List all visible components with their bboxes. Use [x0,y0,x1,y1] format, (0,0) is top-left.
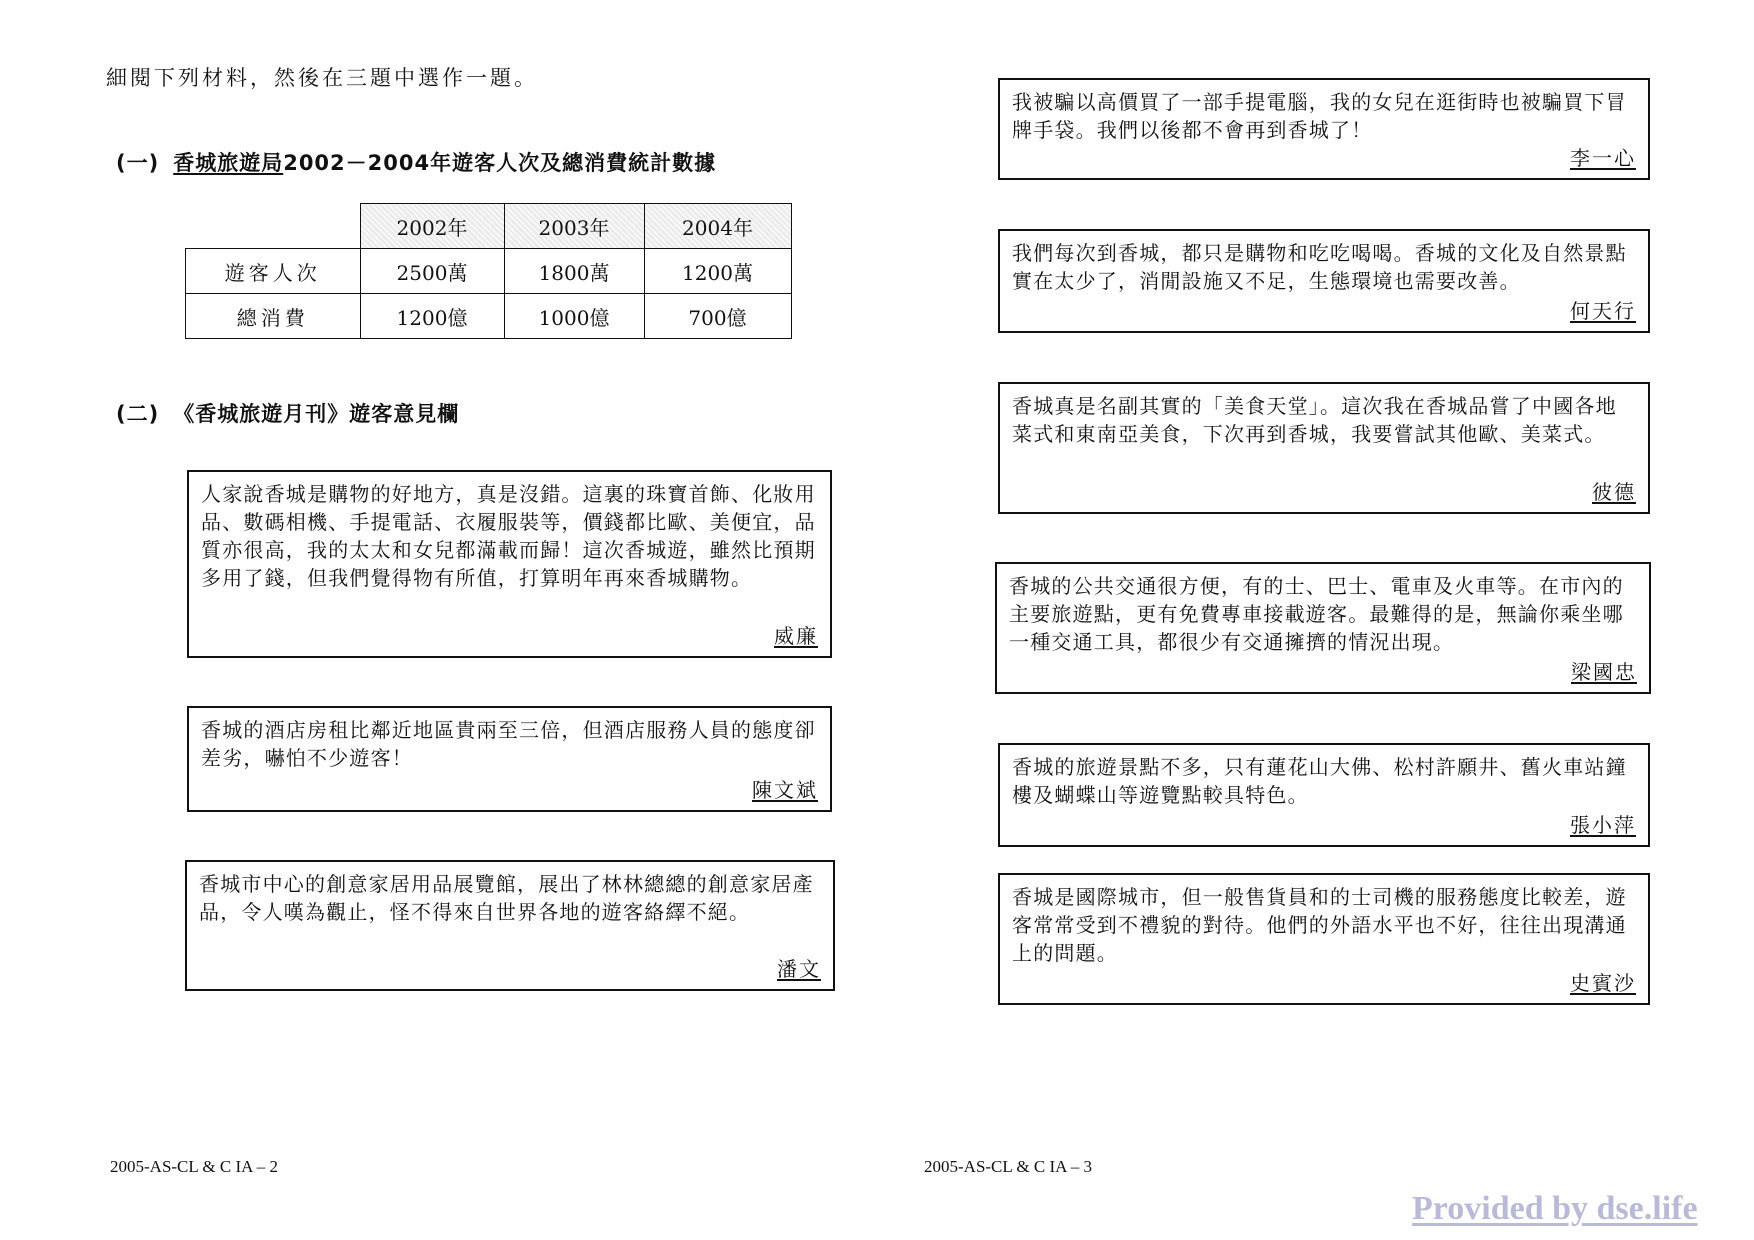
comment-text: 香城的公共交通很方便，有的士、巴士、電車及火車等。在市內的主要旅遊點，更有免費專車接載遊客。最難得的是，無論你乘坐哪一種交通工具，都很少有交通擁擠的情況出現。 [1009,574,1624,654]
section-1-org: 香城旅遊局 [173,151,284,175]
table-cell: 1800萬 [504,249,644,294]
comment-author: 何天行 [1570,299,1636,323]
comment-text: 香城是國際城市，但一般售貨員和的士司機的服務態度比較差，遊客常常受到不禮貌的對待。他們的外語水平也不好，往往出現溝通上的問題。 [1012,885,1627,965]
comment-text: 香城市中心的創意家居用品展覽館，展出了林林總總的創意家居產品，令人嘆為觀止，怪不得來自世界各地的遊客絡繹不絕。 [199,872,814,924]
page-footer-left: 2005-AS-CL & C IA – 2 [110,1157,278,1176]
table-cell: 2500萬 [360,249,504,294]
comment-box [998,743,1650,847]
comment-author: 陳文斌 [752,778,818,802]
comment-text: 人家說香城是購物的好地方，真是沒錯。這裏的珠寶首飾、化妝用品、數碼相機、手提電話、衣履服裝等，價錢都比歐、美便宜，品質亦很高，我的太太和女兒都滿載而歸！這次香城遊，雖然比預期多用了錢，但我們覺得物有所值，打算明年再來香城購物。 [201,482,816,590]
comment-author: 史賓沙 [1570,971,1636,995]
comment-author: 梁國忠 [1571,660,1637,684]
table-header-cell: 2004年 [644,204,791,249]
comment-text: 我們每次到香城，都只是購物和吃吃喝喝。香城的文化及自然景點實在太少了，消閒設施又不足，生態環境也需要改善。 [1012,241,1627,293]
watermark-link[interactable]: Provided by dse.life [1412,1190,1698,1227]
section-2-number: (二) [116,402,160,426]
table-row-label: 總消費 [186,294,361,339]
comment-text: 我被騙以高價買了一部手提電腦，我的女兒在逛街時也被騙買下冒牌手袋。我們以後都不會再到香城了！ [1012,90,1627,142]
comment-box [995,562,1651,694]
table-corner [186,204,361,249]
table-cell: 1200億 [360,294,504,339]
statistics-table [185,203,792,339]
comment-author: 潘文 [777,957,821,981]
comment-author: 李一心 [1570,146,1636,170]
section-2-text: 《香城旅遊月刊》遊客意見欄 [173,402,460,426]
comment-box [185,860,835,991]
table-row-label: 遊客人次 [186,249,361,294]
instructions: 細閱下列材料，然後在三題中選作一題。 [106,66,538,90]
comment-text: 香城真是名副其實的「美食天堂」。這次我在香城品嘗了中國各地菜式和東南亞美食，下次再到香城，我要嘗試其他歐、美菜式。 [1012,394,1617,446]
section-1-number: (一) [116,151,160,175]
comment-text: 香城的酒店房租比鄰近地區貴兩至三倍，但酒店服務人員的態度卻差劣，嚇怕不少遊客！ [201,718,816,770]
comment-box [998,78,1650,180]
comment-text: 香城的旅遊景點不多，只有蓮花山大佛、松村許願井、舊火車站鐘樓及蝴蝶山等遊覽點較具特色。 [1012,755,1627,807]
comment-author: 張小萍 [1570,813,1636,837]
table-cell: 1000億 [504,294,644,339]
comment-author: 彼德 [1592,480,1636,504]
comment-author: 威廉 [774,624,818,648]
table-row [186,249,792,294]
page-footer-right: 2005-AS-CL & C IA – 3 [924,1157,1092,1176]
table-cell: 1200萬 [644,249,791,294]
section-1-title [116,147,716,177]
section-2-title [116,398,459,428]
table-header-cell: 2002年 [360,204,504,249]
table-row [186,294,792,339]
table-header-row [186,204,792,249]
comment-box [998,382,1650,514]
comment-box [998,229,1650,333]
comment-box [187,706,832,812]
table-header-cell: 2003年 [504,204,644,249]
section-1-rest: 2002－2004年遊客人次及總消費統計數據 [283,151,717,175]
table-cell: 700億 [644,294,791,339]
comment-box [998,873,1650,1005]
comment-box [187,470,832,658]
